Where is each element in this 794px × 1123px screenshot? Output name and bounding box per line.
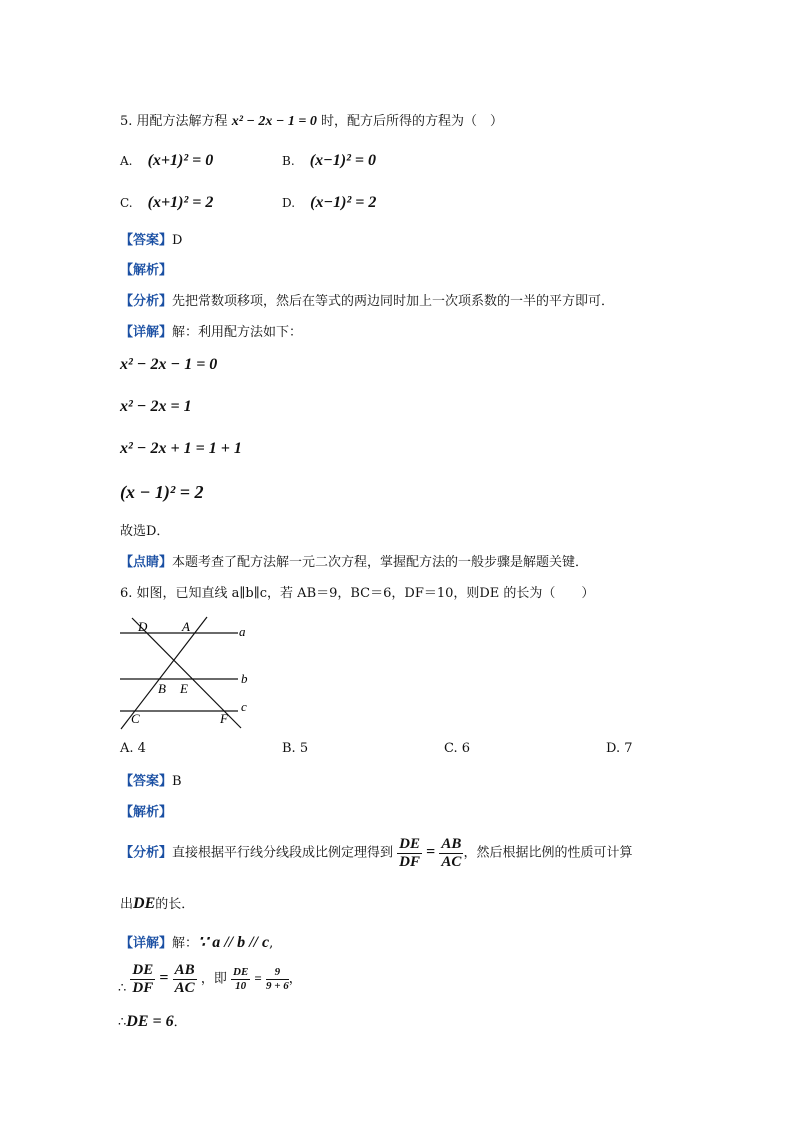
- label-c: c: [241, 699, 247, 714]
- q5-conclusion: 故选D．: [120, 524, 170, 539]
- q6-ratio-line: ∴ $\frac{DE}{DF}$ = $\frac{AB}{AC}$ ，即 $\frac{DE}{10}$ = $\frac{9}{9 + 6}$ ，: [118, 962, 302, 996]
- point-D: D: [138, 619, 148, 634]
- q6-stem-text: 如图，已知直线 a∥b∥c，若 AB＝9，BC＝6，DF＝10，则DE 的长为（ ）: [136, 586, 595, 601]
- q5-number: 5.: [120, 114, 133, 129]
- q6-answer: 【答案】B: [120, 774, 182, 789]
- point-F: F: [220, 711, 228, 726]
- q5-stem-pre: 用配方法解方程: [136, 114, 228, 129]
- sub-ratio-left: $\frac{DE}{10}$: [233, 966, 249, 992]
- q6-detail: 【详解】解：∵ a // b // c,: [120, 934, 274, 951]
- q6-fenxi: 【分析】直接根据平行线分线段成比例定理得到 $\frac{DE}{DF}$ = $\frac{AB}{AC}$ ，然后根据比例的性质可计算: [120, 836, 633, 870]
- q5-option-b: B. (x−1)² = 0: [282, 152, 376, 169]
- q6-option-a: A. 4: [120, 741, 146, 756]
- q6-option-d: D. 7: [606, 741, 633, 756]
- point-C: C: [131, 711, 140, 726]
- q6-number: 6.: [120, 586, 133, 601]
- point-E: E: [180, 681, 188, 696]
- ratio-right: $\frac{AB}{AC}$: [441, 836, 462, 870]
- q6-figure: [110, 612, 270, 737]
- q5-step-4: (x − 1)² = 2: [120, 482, 204, 502]
- q5-comment: 【点睛】本题考查了配方法解一元二次方程，掌握配方法的一般步骤是解题关键．: [120, 555, 589, 570]
- q6-stem: [120, 582, 594, 601]
- label-a: a: [239, 624, 246, 639]
- q6-analysis-tag: 【解析】: [120, 805, 173, 820]
- q5-analysis-tag: 【解析】: [120, 263, 173, 278]
- q5-option-c: C. (x+1)² = 2: [120, 194, 214, 211]
- q5-answer: 【答案】D: [120, 233, 183, 248]
- q5-stem: [120, 110, 503, 130]
- q5-step-3: x² − 2x + 1 = 1 + 1: [120, 440, 242, 457]
- label-b: b: [241, 671, 248, 686]
- point-B: B: [158, 681, 166, 696]
- q5-option-a: A. (x+1)² = 0: [120, 152, 214, 169]
- ratio-left: $\frac{DE}{DF}$: [399, 836, 421, 870]
- q5-stem-post: 时，配方后所得的方程为（ ）: [321, 114, 504, 129]
- q6-option-c: C. 6: [444, 741, 471, 756]
- detail-ratio-left: $\frac{DE}{DF}$: [132, 962, 154, 996]
- q5-detail: 【详解】解：利用配方法如下：: [120, 325, 303, 340]
- q6-option-b: B. 5: [282, 741, 309, 756]
- point-A: A: [182, 619, 190, 634]
- q5-step-2: x² − 2x = 1: [120, 398, 192, 415]
- q6-fenxi-line2: 出DE的长．: [120, 895, 195, 912]
- q5-step-1: x² − 2x − 1 = 0: [120, 356, 218, 373]
- q6-result: ∴DE = 6．: [118, 1013, 187, 1030]
- detail-ratio-right: $\frac{AB}{AC}$: [174, 962, 195, 996]
- sub-ratio-right: $\frac{9}{9 + 6}$: [265, 966, 289, 992]
- q5-equation: x² − 2x − 1 = 0: [231, 114, 317, 129]
- q5-fenxi: 【分析】先把常数项移项，然后在等式的两边同时加上一次项系数的一半的平方即可．: [120, 294, 615, 309]
- q5-option-d: D. (x−1)² = 2: [282, 194, 377, 211]
